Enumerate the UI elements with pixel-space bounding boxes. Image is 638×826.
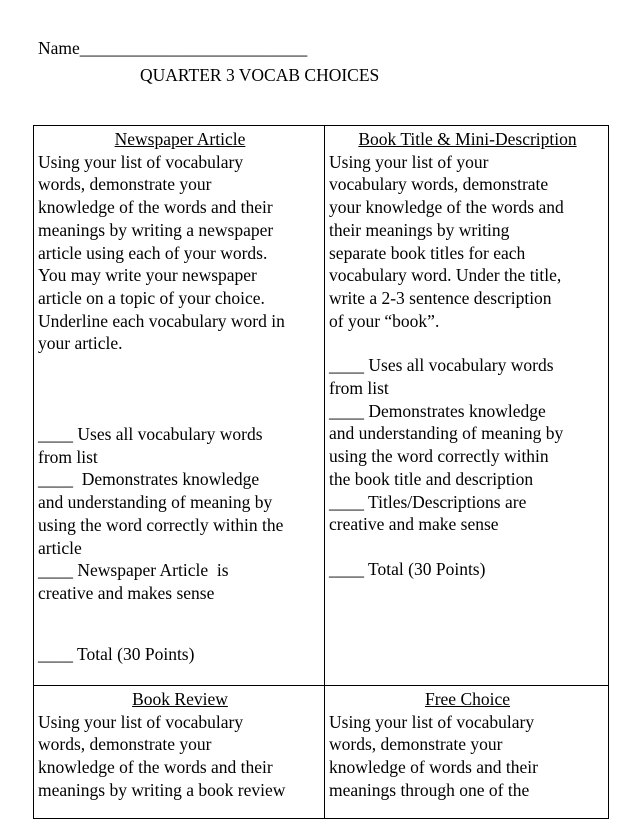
text-line: words, demonstrate your <box>329 734 503 755</box>
text-line: Using your list of vocabulary <box>38 711 244 732</box>
rubric-line: using the word correctly within the <box>38 514 284 535</box>
text-line: vocabulary word. Under the title, <box>329 265 562 286</box>
text-line: meanings by writing a newspaper <box>38 219 274 240</box>
document-title: QUARTER 3 VOCAB CHOICES <box>140 65 380 85</box>
text-line: knowledge of the words and their <box>38 757 273 778</box>
choice-rubric <box>38 423 322 605</box>
rubric-line: creative and make sense <box>329 514 499 535</box>
choice-description <box>329 151 606 333</box>
choice-title: Newspaper Article <box>114 129 246 149</box>
text-line: vocabulary words, demonstrate <box>329 174 549 195</box>
text-line: your article. <box>38 333 123 354</box>
text-line: their meanings by writing <box>329 219 510 240</box>
choices-table <box>33 125 609 819</box>
rubric-line: using the word correctly within <box>329 446 549 467</box>
rubric-line: ____ Uses all vocabulary words <box>38 424 263 445</box>
text-line: article using each of your words. <box>38 242 268 263</box>
text-line: Using your list of vocabulary <box>38 151 244 172</box>
text-line: separate book titles for each <box>329 242 526 263</box>
rubric-line: from list <box>38 446 98 467</box>
text-line: You may write your newspaper <box>38 265 257 286</box>
text-line: of your “book”. <box>329 310 440 331</box>
text-line: meanings through one of the <box>329 779 530 800</box>
rubric-line: and understanding of meaning by <box>329 423 564 444</box>
text-line: write a 2-3 sentence description <box>329 287 552 308</box>
choice-description <box>38 151 322 355</box>
choice-description <box>38 711 322 802</box>
text-line: Using your list of vocabulary <box>329 711 535 732</box>
rubric-line: article <box>38 537 82 558</box>
text-line: words, demonstrate your <box>38 734 212 755</box>
rubric-line: creative and makes sense <box>38 582 215 603</box>
choice-cell-free-choice <box>325 686 609 819</box>
choice-title: Book Review <box>132 689 228 709</box>
rubric-line: ____ Demonstrates knowledge <box>329 400 546 421</box>
text-line: article on a topic of your choice. <box>38 287 265 308</box>
text-line: words, demonstrate your <box>38 174 212 195</box>
text-line: knowledge of the words and their <box>38 197 273 218</box>
name-field-line: Name__________________________ <box>38 38 308 58</box>
rubric-line: and understanding of meaning by <box>38 492 273 513</box>
text-line: knowledge of words and their <box>329 757 538 778</box>
rubric-line: ____ Titles/Descriptions are <box>329 491 527 512</box>
text-line: your knowledge of the words and <box>329 197 564 218</box>
text-line: meanings by writing a book review <box>38 779 286 800</box>
rubric-line: ____ Newspaper Article is <box>38 560 229 581</box>
choice-cell-book-title <box>325 126 609 686</box>
choice-description <box>329 711 606 802</box>
text-line: Using your list of your <box>329 151 489 172</box>
total-points-line: ____ Total (30 Points) <box>38 643 195 664</box>
choice-title: Book Title & Mini-Description <box>358 129 577 149</box>
choice-cell-newspaper-article <box>34 126 325 686</box>
rubric-line: the book title and description <box>329 468 534 489</box>
text-line: Underline each vocabulary word in <box>38 310 285 331</box>
choice-rubric <box>329 354 606 536</box>
choice-cell-book-review <box>34 686 325 819</box>
rubric-line: ____ Demonstrates knowledge <box>38 469 260 490</box>
rubric-line: ____ Uses all vocabulary words <box>329 355 554 376</box>
choice-title: Free Choice <box>424 689 511 709</box>
rubric-line: from list <box>329 378 389 399</box>
total-points-line: ____ Total (30 Points) <box>329 558 486 579</box>
